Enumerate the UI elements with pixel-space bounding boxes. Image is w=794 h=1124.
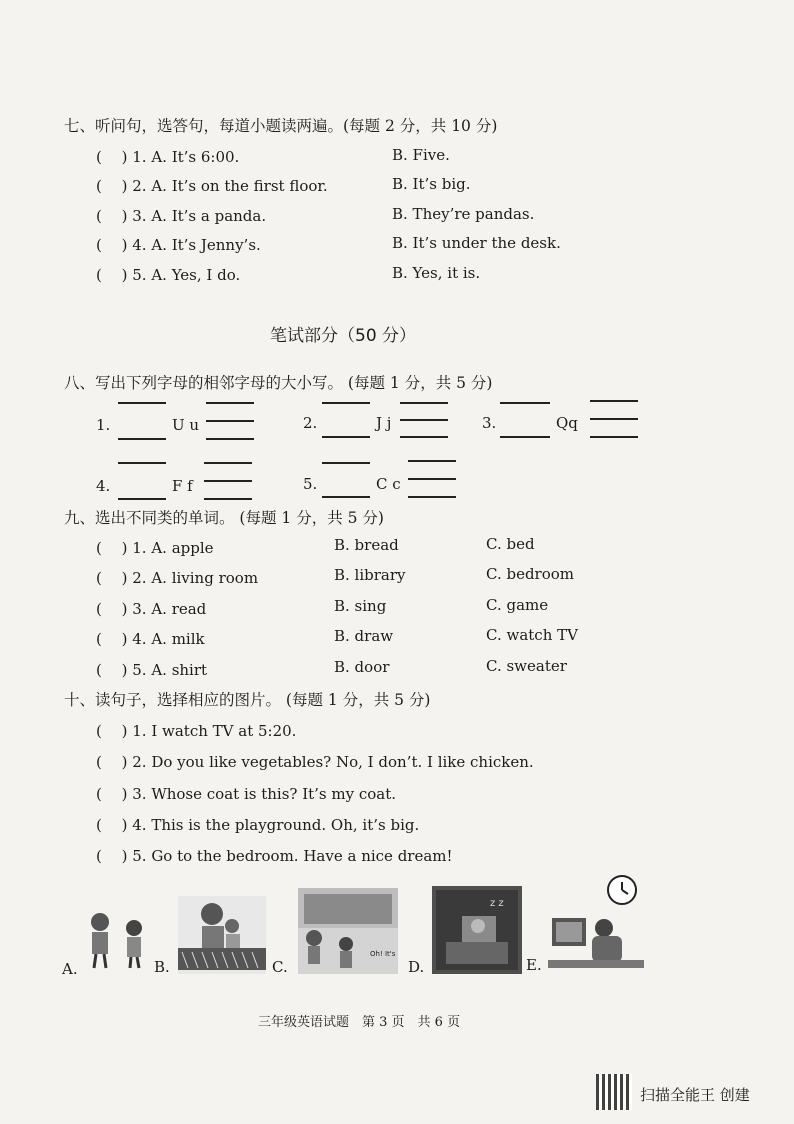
- picture-b-kids-with-vegetables: [178, 896, 266, 974]
- answer-line[interactable]: [408, 496, 456, 498]
- answer-line[interactable]: [322, 436, 370, 438]
- answer-line[interactable]: [206, 438, 254, 440]
- s8-letters-4: F f: [172, 477, 193, 495]
- s8-letters-5: C c: [376, 475, 401, 493]
- s9-q4-a: ( ) 4. A. milk: [96, 630, 205, 648]
- s7-q3: ( ) 3. A. It’s a panda.: [96, 207, 267, 225]
- answer-line[interactable]: [400, 402, 448, 404]
- answer-line[interactable]: [204, 462, 252, 464]
- s9-q1-c: C. bed: [486, 535, 535, 553]
- s9-q3-c: C. game: [486, 596, 549, 614]
- s9-q5-b: B. door: [334, 658, 390, 676]
- answer-line[interactable]: [204, 480, 252, 482]
- scanner-watermark: 扫描全能王 创建: [640, 1086, 750, 1104]
- s10-q5: ( ) 5. Go to the bedroom. Have a nice dream!: [96, 847, 453, 865]
- s9-q2-b: B. library: [334, 566, 406, 584]
- svg-text:Oh! It's: Oh! It's: [370, 950, 396, 958]
- s8-num-2: 2.: [303, 414, 318, 432]
- answer-line[interactable]: [408, 478, 456, 480]
- section-8-title: 八、写出下列字母的相邻字母的大小写。 (每题 1 分，共 5 分): [64, 374, 493, 392]
- answer-line[interactable]: [322, 462, 370, 464]
- answer-line[interactable]: [322, 402, 370, 404]
- answer-line[interactable]: [400, 436, 448, 438]
- s10-q2: ( ) 2. Do you like vegetables? No, I don’t. I like chicken.: [96, 753, 534, 771]
- s9-q3-a: ( ) 3. A. read: [96, 600, 207, 618]
- s7-q1-b: B. Five.: [392, 146, 450, 164]
- page-footer: 三年级英语试题 第 3 页 共 6 页: [258, 1015, 461, 1030]
- pic-label-b: B.: [154, 958, 170, 976]
- s8-num-5: 5.: [303, 475, 318, 493]
- s8-num-3: 3.: [482, 414, 497, 432]
- pic-label-c: C.: [272, 958, 288, 976]
- s10-q3: ( ) 3. Whose coat is this? It’s my coat.: [96, 785, 397, 803]
- picture-c-kids-with-coat: [298, 888, 398, 974]
- answer-line[interactable]: [204, 498, 252, 500]
- answer-line[interactable]: [500, 402, 550, 404]
- pic-label-e: E.: [526, 956, 542, 974]
- s8-letters-3: Qq: [556, 414, 578, 432]
- s7-q4-b: B. It’s under the desk.: [392, 234, 561, 252]
- answer-line[interactable]: [206, 402, 254, 404]
- s9-q5-a: ( ) 5. A. shirt: [96, 661, 208, 679]
- answer-line[interactable]: [590, 400, 638, 402]
- pic-label-d: D.: [408, 958, 425, 976]
- answer-line[interactable]: [118, 402, 166, 404]
- answer-line[interactable]: [322, 496, 370, 498]
- section-7-title: 七、听问句，选答句，每道小题读两遍。(每题 2 分，共 10 分): [64, 117, 498, 135]
- s10-q4: ( ) 4. This is the playground. Oh, it’s big.: [96, 816, 420, 834]
- s9-q5-c: C. sweater: [486, 657, 567, 675]
- written-part-title: 笔试部分（50 分）: [270, 326, 417, 346]
- answer-line[interactable]: [590, 418, 638, 420]
- s8-num-1: 1.: [96, 416, 111, 434]
- s8-letters-1: U u: [172, 416, 200, 434]
- s9-q4-b: B. draw: [334, 627, 394, 645]
- s7-q4: ( ) 4. A. It’s Jenny’s.: [96, 236, 261, 254]
- pic-label-a: A.: [62, 960, 78, 978]
- section-9-title: 九、选出不同类的单词。 (每题 1 分，共 5 分): [64, 509, 384, 527]
- picture-a-children-talking: [82, 906, 156, 972]
- s7-q5: ( ) 5. A. Yes, I do.: [96, 266, 241, 284]
- s9-q4-c: C. watch TV: [486, 626, 578, 644]
- answer-line[interactable]: [206, 420, 254, 422]
- s8-num-4: 4.: [96, 477, 111, 495]
- s10-q1: ( ) 1. I watch TV at 5:20.: [96, 722, 297, 740]
- s9-q1-b: B. bread: [334, 536, 399, 554]
- s8-letters-2: J j: [376, 414, 392, 432]
- s7-q5-b: B. Yes, it is.: [392, 264, 481, 282]
- s7-q1: ( ) 1. A. It’s 6:00.: [96, 148, 240, 166]
- answer-line[interactable]: [400, 419, 448, 421]
- section-10-title: 十、读句子，选择相应的图片。 (每题 1 分，共 5 分): [64, 691, 431, 709]
- answer-line[interactable]: [118, 498, 166, 500]
- answer-line[interactable]: [118, 438, 166, 440]
- s7-q3-b: B. They’re pandas.: [392, 205, 535, 223]
- answer-line[interactable]: [590, 436, 638, 438]
- svg-text:z z: z z: [490, 898, 504, 909]
- s7-q2-b: B. It’s big.: [392, 175, 471, 193]
- s7-q2: ( ) 2. A. It’s on the first floor.: [96, 177, 328, 195]
- s9-q3-b: B. sing: [334, 597, 387, 615]
- answer-line[interactable]: [408, 460, 456, 462]
- s9-q2-a: ( ) 2. A. living room: [96, 569, 259, 587]
- picture-e-child-watching-tv-with-clock: [548, 874, 644, 972]
- qr-code-icon: [596, 1074, 632, 1110]
- s9-q2-c: C. bedroom: [486, 565, 575, 583]
- s9-q1-a: ( ) 1. A. apple: [96, 539, 214, 557]
- answer-line[interactable]: [118, 462, 166, 464]
- picture-d-child-sleeping: [432, 886, 522, 974]
- answer-line[interactable]: [500, 436, 550, 438]
